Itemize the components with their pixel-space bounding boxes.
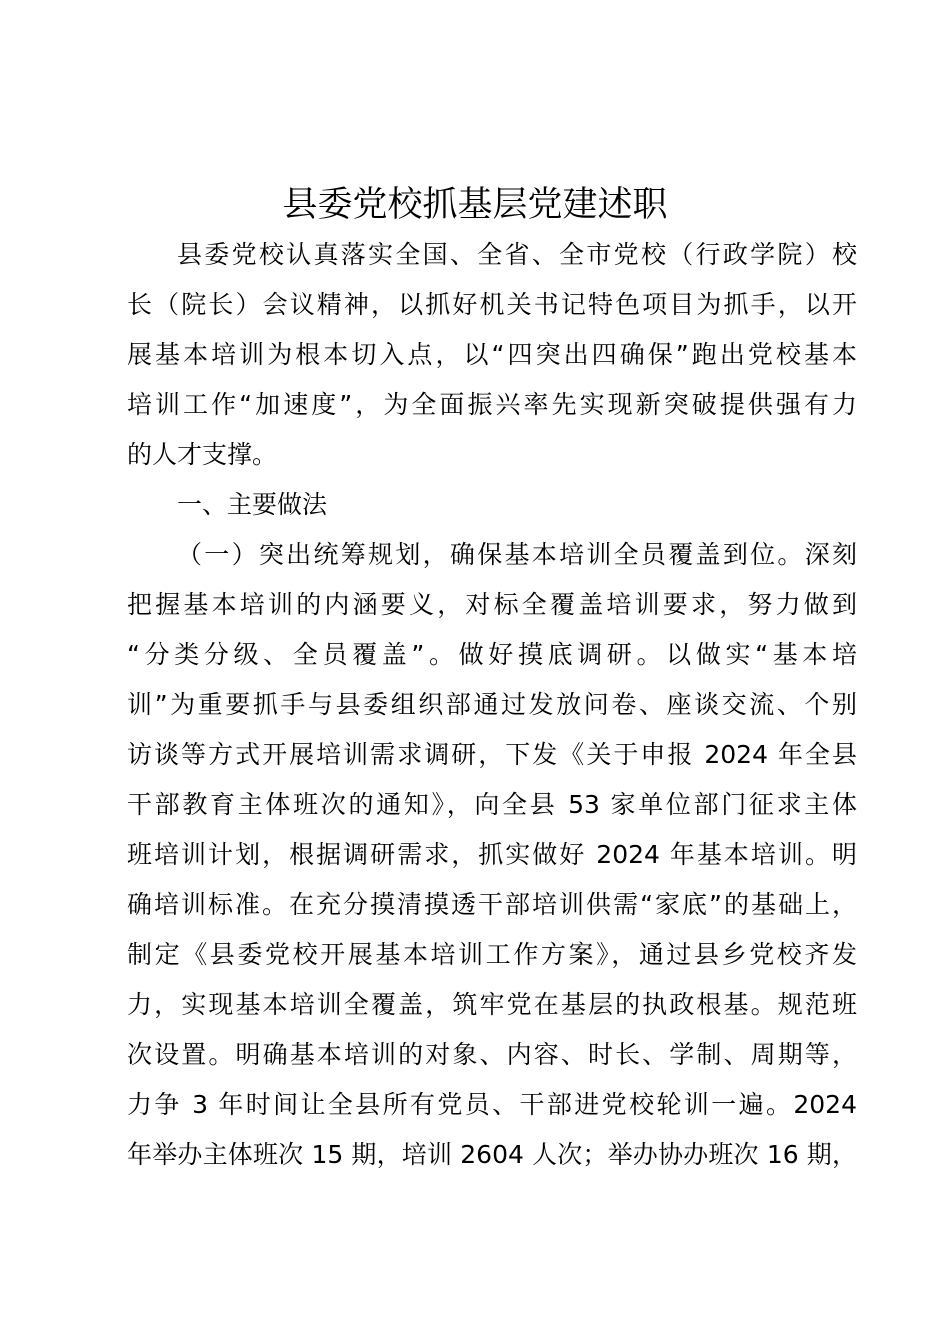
paragraph-line: 培训工作“加速度”，为全面振兴率先实现新突破提供强有力 (127, 390, 857, 419)
paragraph-line: 制定《县委党校开展基本培训工作方案》，通过县乡党校齐发 (127, 940, 857, 969)
paragraph-line: 次设置。明确基本培训的对象、内容、时长、学制、周期等， (127, 1040, 857, 1069)
paragraph-line: “分类分级、全员覆盖”。做好摸底调研。以做实“基本培 (127, 640, 857, 669)
paragraph-line: 训”为重要抓手与县委组织部通过发放问卷、座谈交流、个别 (127, 690, 857, 719)
paragraph-line: 把握基本培训的内涵要义，对标全覆盖培训要求，努力做到 (127, 590, 857, 619)
paragraph-line: 长（院长）会议精神，以抓好机关书记特色项目为抓手，以开 (127, 290, 857, 319)
paragraph-line: 年举办主体班次 15 期，培训 2604 人次；举办协办班次 16 期， (127, 1140, 857, 1169)
paragraph-line: 的人才支撑。 (127, 440, 278, 469)
paragraph-line: 确培训标准。在充分摸清摸透干部培训供需“家底”的基础上， (127, 890, 857, 919)
paragraph-line: 干部教育主体班次的通知》，向全县 53 家单位部门征求主体 (127, 790, 857, 819)
paragraph-line: 访谈等方式开展培训需求调研，下发《关于申报 2024 年全县 (127, 740, 857, 769)
paragraph-line: 班培训计划，根据调研需求，抓实做好 2024 年基本培训。明 (127, 840, 857, 869)
paragraph-line: （一）突出统筹规划，确保基本培训全员覆盖到位。深刻 (177, 540, 857, 569)
paragraph-line: 县委党校认真落实全国、全省、全市党校（行政学院）校 (177, 240, 857, 269)
paragraph-line: 力，实现基本培训全覆盖，筑牢党在基层的执政根基。规范班 (127, 990, 857, 1019)
paragraph-line: 力争 3 年时间让全县所有党员、干部进党校轮训一遍。2024 (127, 1090, 857, 1119)
document-title: 县委党校抓基层党建述职 (282, 185, 668, 225)
paragraph-line: 展基本培训为根本切入点，以“四突出四确保”跑出党校基本 (127, 340, 857, 369)
section-heading: 一、主要做法 (177, 490, 328, 519)
